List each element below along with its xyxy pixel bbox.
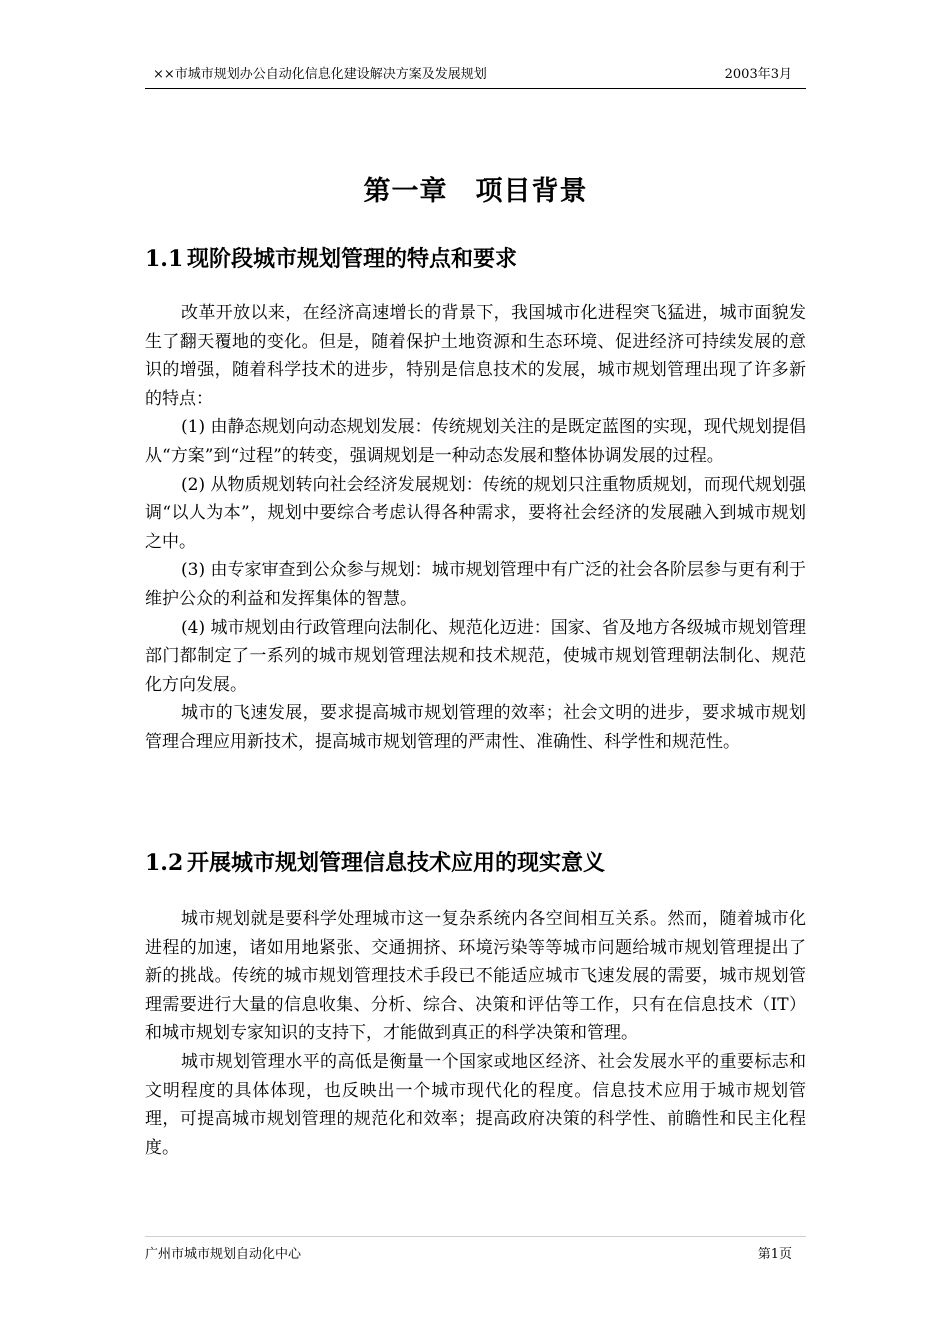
section-1-1-body	[145, 299, 806, 757]
paragraph: 改革开放以来，在经济高速增长的背景下，我国城市化进程突飞猛进，城市面貌发生了翻天覆地的变化。但是，随着保护土地资源和生态环境、促进经济可持续发展的意识的增强，随着科学技术的进步，特别是信息技术的发展，城市规划管理出现了许多新的特点：	[145, 303, 806, 409]
list-item: (2) 从物质规划转向社会经济发展规划：传统的规划只注重物质规划，而现代规划强调“以人为本”，规划中要综合考虑认得各种需求，要将社会经济的发展融入到城市规划之中。	[145, 474, 806, 552]
section-number: 1.1	[145, 246, 184, 272]
section-heading-1-2	[145, 848, 806, 879]
list-item: (4) 城市规划由行政管理向法制化、规范化迈进：国家、省及地方各级城市规划管理部门都制定了一系列的城市规划管理法规和技术规范，使城市规划管理朝法制化、规范化方向发展。	[145, 617, 806, 695]
page-footer	[145, 1236, 806, 1262]
chapter-title: 第一章 项目背景	[363, 176, 588, 207]
list-item: (1) 由静态规划向动态规划发展：传统规划关注的是既定蓝图的实现，现代规划提倡从“方案”到“过程”的转变，强调规划是一种动态发展和整体协调发展的过程。	[145, 417, 806, 466]
section-title: 现阶段城市规划管理的特点和要求	[187, 247, 518, 272]
paragraph: 城市的飞速发展，要求提高城市规划管理的效率；社会文明的进步，要求城市规划管理合理应用新技术，提高城市规划管理的严肃性、准确性、科学性和规范性。	[145, 703, 806, 752]
section-title: 开展城市规划管理信息技术应用的现实意义	[187, 851, 606, 876]
page-header	[145, 66, 806, 89]
section-number: 1.2	[145, 850, 184, 876]
paragraph: 城市规划管理水平的高低是衡量一个国家或地区经济、社会发展水平的重要标志和文明程度的具体体现，也反映出一个城市现代化的程度。信息技术应用于城市规划管理，可提高城市规划管理的规范化和效率；提高政府决策的科学性、前瞻性和民主化程度。	[145, 1051, 806, 1158]
page-number: 第1页	[757, 1247, 792, 1262]
header-document-title: ××市城市规划办公自动化信息化建设解决方案及发展规划	[153, 67, 487, 82]
footer-organization: 广州市城市规划自动化中心	[145, 1247, 302, 1262]
paragraph: 城市规划就是要科学处理城市这一复杂系统内各空间相互关系。然而，随着城市化进程的加速，诸如用地紧张、交通拥挤、环境污染等等城市问题给城市规划管理提出了新的挑战。传统的城市规划管理技术手段已不能适应城市飞速发展的需要，城市规划管理需要进行大量的信息收集、分析、综合、决策和评估等工作，只有在信息技术（IT）和城市规划专家知识的支持下，才能做到真正的科学决策和管理。	[145, 909, 806, 1044]
section-heading-1-1	[145, 244, 806, 275]
header-date: 2003年3月	[724, 67, 792, 82]
list-item: (3) 由专家审查到公众参与规划：城市规划管理中有广泛的社会各阶层参与更有利于维护公众的利益和发挥集体的智慧。	[145, 560, 806, 609]
section-1-2-body	[145, 905, 806, 1162]
